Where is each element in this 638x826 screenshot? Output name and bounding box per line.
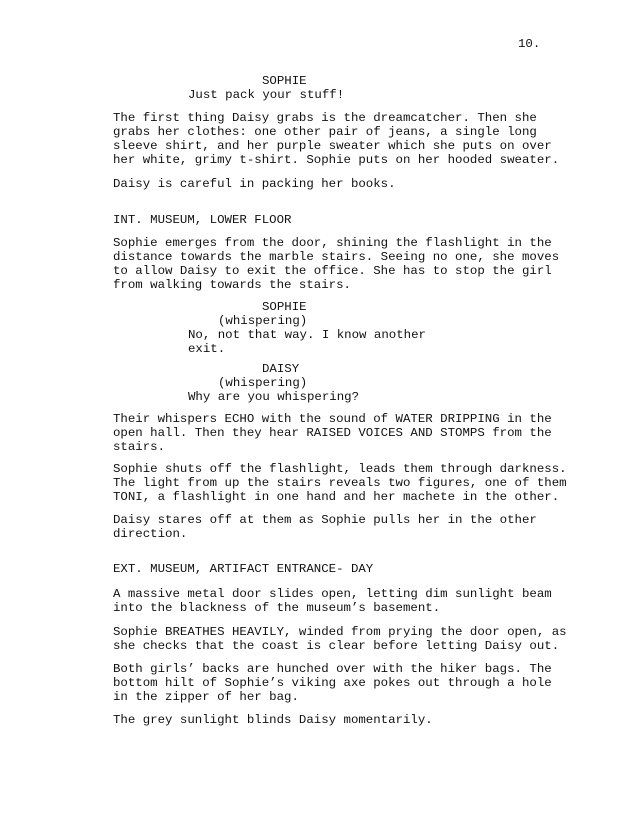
action-line: The light from up the stairs reveals two figures, one of them — [113, 476, 567, 490]
action-line: grabs her clothes: one other pair of jeans, a single long — [113, 125, 537, 139]
action-line: her white, grimy t-shirt. Sophie puts on her hooded sweater. — [113, 153, 560, 167]
action-line: Their whispers ECHO with the sound of WATER DRIPPING in the — [113, 412, 552, 426]
dialogue-line: exit. — [188, 342, 226, 356]
action-line: sleeve shirt, and her purple sweater which she puts on over — [113, 139, 552, 153]
action-line: Daisy is careful in packing her books. — [113, 177, 396, 191]
action-line: A massive metal door slides open, letting dim sunlight beam — [113, 587, 552, 601]
action-line: Sophie shuts off the flashlight, leads them through darkness. — [113, 462, 567, 476]
action-line: Daisy stares off at them as Sophie pulls her in the other — [113, 513, 537, 527]
action-line: The first thing Daisy grabs is the dreamcatcher. Then she — [113, 111, 537, 125]
action-line: Sophie BREATHES HEAVILY, winded from prying the door open, as — [113, 625, 567, 639]
action-line: she checks that the coast is clear before letting Daisy out. — [113, 639, 560, 653]
action-line: stairs. — [113, 440, 166, 454]
action-line: distance towards the marble stairs. Seeing no one, she moves — [113, 250, 560, 264]
action-line: The grey sunlight blinds Daisy momentarily. — [113, 713, 433, 727]
scene-heading: INT. MUSEUM, LOWER FLOOR — [113, 213, 292, 227]
character-cue: DAISY — [262, 362, 300, 376]
action-line: from walking towards the stairs. — [113, 278, 351, 292]
action-line: TONI, a flashlight in one hand and her machete in the other. — [113, 490, 560, 504]
character-cue: SOPHIE — [262, 300, 307, 314]
action-line: Both girls’ backs are hunched over with the hiker bags. The — [113, 662, 552, 676]
action-line: to allow Daisy to exit the office. She has to stop the girl — [113, 264, 552, 278]
character-cue: SOPHIE — [262, 74, 307, 88]
dialogue-line: Just pack your stuff! — [188, 88, 345, 102]
action-line: bottom hilt of Sophie’s viking axe pokes out through a hole — [113, 676, 552, 690]
parenthetical: (whispering) — [218, 314, 308, 328]
dialogue-line: Why are you whispering? — [188, 390, 360, 404]
parenthetical: (whispering) — [218, 376, 308, 390]
action-line: open hall. Then they hear RAISED VOICES AND STOMPS from the — [113, 426, 552, 440]
action-line: Sophie emerges from the door, shining the flashlight in the — [113, 236, 552, 250]
action-line: direction. — [113, 527, 188, 541]
scene-heading: EXT. MUSEUM, ARTIFACT ENTRANCE- DAY — [113, 562, 374, 576]
action-line: in the zipper of her bag. — [113, 690, 299, 704]
dialogue-line: No, not that way. I know another — [188, 328, 426, 342]
action-line: into the blackness of the museum’s basement. — [113, 601, 441, 615]
page-number: 10. — [518, 37, 541, 51]
